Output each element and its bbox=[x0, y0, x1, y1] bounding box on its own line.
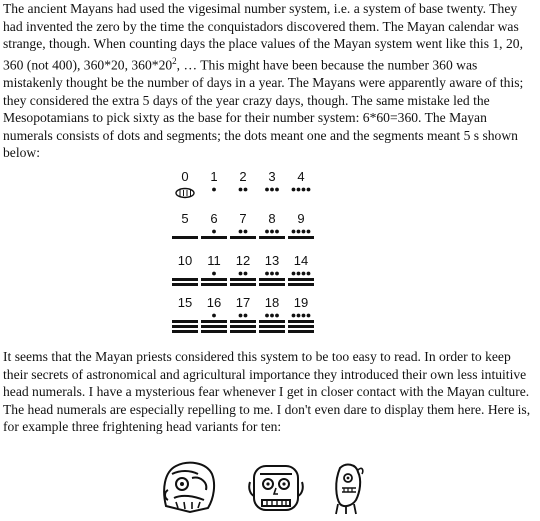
dot-one bbox=[275, 188, 279, 192]
mayan-numeral bbox=[199, 212, 229, 256]
dot-one bbox=[275, 272, 279, 276]
intro-text-b: , … This might have been because the number 360 was mistakenly thought be the number of days in a year. The Mayans were apparently aware of this; they considered the extra 5 days of the year crazy days, though. The same mistake led the Mesopotamians to pick sixty as the base for their number system: 6*60=360. The Mayan numerals consists of dots and segments; the dots meant one and the segments meant 5 s shown below: bbox=[3, 57, 524, 161]
numeral-glyph bbox=[257, 186, 287, 212]
dot-one bbox=[239, 314, 243, 318]
dot-one bbox=[244, 188, 248, 192]
dot-one bbox=[302, 230, 306, 234]
bar-five bbox=[201, 236, 227, 239]
bar-five bbox=[172, 325, 198, 328]
dot-one bbox=[212, 230, 216, 234]
dot-one bbox=[297, 272, 301, 276]
bar-five bbox=[259, 236, 285, 239]
bar-five bbox=[259, 283, 285, 286]
numeral-label: 9 bbox=[297, 211, 305, 226]
shell-zero-icon bbox=[170, 186, 200, 212]
mayan-numeral bbox=[286, 170, 316, 214]
dot-one bbox=[265, 314, 269, 318]
numeral-label: 7 bbox=[239, 211, 247, 226]
bar-five bbox=[230, 283, 256, 286]
dot-one bbox=[275, 314, 279, 318]
dot-one bbox=[212, 272, 216, 276]
bar-five bbox=[288, 283, 314, 286]
dot-one bbox=[244, 230, 248, 234]
mayan-numeral bbox=[199, 296, 229, 340]
mayan-numeral bbox=[228, 296, 258, 340]
numeral-glyph bbox=[286, 186, 316, 212]
dot-one bbox=[307, 314, 311, 318]
dot-one bbox=[270, 230, 274, 234]
dot-one bbox=[270, 314, 274, 318]
numeral-label: 5 bbox=[181, 211, 189, 226]
head-numerals-paragraph: It seems that the Mayan priests considered this system to be too easy to read. In order to keep their secrets of astronomical and agricultural importance they introduced their own less intuitive head numerals. I have a mysterious fear whenever I get in closer contact with the Mayan culture. The head numerals are especially repelling to me. I don't even dare to display them here. Here is, for example three frightening head variants for ten: bbox=[3, 349, 531, 435]
numeral-label: 16 bbox=[206, 295, 222, 310]
mayan-numeral bbox=[257, 212, 287, 256]
numeral-label: 4 bbox=[297, 169, 305, 184]
dot-one bbox=[292, 188, 296, 192]
mayan-numeral bbox=[286, 212, 316, 256]
bar-five bbox=[259, 320, 285, 323]
numeral-glyph bbox=[199, 228, 229, 254]
mayan-numeral bbox=[199, 254, 229, 298]
bar-five bbox=[172, 278, 198, 281]
mayan-numeral bbox=[257, 254, 287, 298]
numeral-glyph bbox=[257, 228, 287, 254]
numeral-label: 13 bbox=[264, 253, 280, 268]
dot-one bbox=[297, 314, 301, 318]
mayan-numeral bbox=[228, 254, 258, 298]
bar-five bbox=[172, 330, 198, 333]
head-variant-ten-1-icon bbox=[160, 460, 218, 516]
numeral-glyph bbox=[199, 312, 229, 338]
bar-five bbox=[288, 278, 314, 281]
bar-five bbox=[201, 283, 227, 286]
dot-one bbox=[297, 188, 301, 192]
dot-one bbox=[265, 188, 269, 192]
numeral-label: 2 bbox=[239, 169, 247, 184]
numeral-glyph bbox=[228, 228, 258, 254]
dot-one bbox=[307, 230, 311, 234]
dot-one bbox=[239, 188, 243, 192]
bar-five bbox=[172, 320, 198, 323]
dot-one bbox=[292, 230, 296, 234]
dot-one bbox=[244, 272, 248, 276]
dot-one bbox=[297, 230, 301, 234]
dot-one bbox=[275, 230, 279, 234]
intro-paragraph: The ancient Mayans had used the vigesimal number system, i.e. a system of base twenty. They had invented the zero by the time the conquistadors discovered them. The Mayan calendar was strange, though. When counting days the place values of the Mayan system went like this 1, 20, 360 (not 400), 360*20, $360*20^2$, … This might have been because the number 360 was mistakenly thought be the number of days in a year. The Mayans were apparently aware of this; they considered the extra 5 days of the year crazy days, though. The same mistake led the Mesopotamians to pick sixty as the base for their number system: 6*60=360. The Mayan numerals consists of dots and segments; the dots meant one and the segments meant 5 s shown below: bbox=[3, 1, 524, 161]
bar-five bbox=[230, 330, 256, 333]
dot-one bbox=[212, 314, 216, 318]
bar-five bbox=[230, 236, 256, 239]
dot-one bbox=[292, 314, 296, 318]
mayan-numeral bbox=[170, 212, 200, 256]
dot-one bbox=[302, 272, 306, 276]
dot-one bbox=[292, 272, 296, 276]
numeral-label: 8 bbox=[268, 211, 276, 226]
numeral-label: 17 bbox=[235, 295, 251, 310]
dot-one bbox=[239, 230, 243, 234]
mayan-numeral bbox=[170, 296, 200, 340]
numeral-glyph bbox=[170, 228, 200, 254]
numeral-label: 6 bbox=[210, 211, 218, 226]
head-variant-ten-3-icon bbox=[330, 462, 366, 516]
bar-five bbox=[259, 325, 285, 328]
dot-one bbox=[270, 272, 274, 276]
mayan-numeral bbox=[257, 170, 287, 214]
bar-five bbox=[288, 320, 314, 323]
bar-five bbox=[230, 325, 256, 328]
dot-one bbox=[307, 188, 311, 192]
dot-one bbox=[239, 272, 243, 276]
numeral-glyph bbox=[199, 186, 229, 212]
dot-one bbox=[265, 272, 269, 276]
mayan-numeral bbox=[228, 170, 258, 214]
bar-five bbox=[259, 330, 285, 333]
numeral-glyph bbox=[286, 228, 316, 254]
bar-five bbox=[201, 325, 227, 328]
dot-one bbox=[307, 272, 311, 276]
mayan-numeral bbox=[286, 254, 316, 298]
bar-five bbox=[288, 325, 314, 328]
numeral-glyph bbox=[257, 312, 287, 338]
bar-five bbox=[288, 330, 314, 333]
numeral-label: 11 bbox=[207, 253, 221, 268]
bar-five bbox=[230, 320, 256, 323]
numeral-label: 19 bbox=[293, 295, 309, 310]
numeral-glyph bbox=[286, 270, 316, 296]
numeral-label: 0 bbox=[181, 169, 189, 184]
dot-one bbox=[302, 314, 306, 318]
numeral-glyph bbox=[228, 312, 258, 338]
numeral-glyph bbox=[228, 270, 258, 296]
dot-one bbox=[265, 230, 269, 234]
numeral-glyph bbox=[170, 270, 200, 296]
numeral-label: 3 bbox=[268, 169, 276, 184]
dot-one bbox=[270, 188, 274, 192]
numeral-label: 18 bbox=[264, 295, 280, 310]
bar-five bbox=[288, 236, 314, 239]
mayan-numeral bbox=[170, 170, 200, 214]
numeral-glyph bbox=[199, 270, 229, 296]
bar-five bbox=[259, 278, 285, 281]
bar-five bbox=[201, 278, 227, 281]
bar-five bbox=[230, 278, 256, 281]
mayan-numeral bbox=[257, 296, 287, 340]
mayan-numeral bbox=[170, 254, 200, 298]
dot-one bbox=[302, 188, 306, 192]
dot-one bbox=[244, 314, 248, 318]
bar-five bbox=[201, 320, 227, 323]
bar-five bbox=[172, 236, 198, 239]
numeral-label: 15 bbox=[177, 295, 193, 310]
mayan-numeral bbox=[286, 296, 316, 340]
numeral-glyph bbox=[170, 312, 200, 338]
mayan-numeral bbox=[228, 212, 258, 256]
bar-five bbox=[172, 283, 198, 286]
numeral-label: 14 bbox=[293, 253, 309, 268]
numeral-glyph bbox=[228, 186, 258, 212]
numeral-label: 12 bbox=[235, 253, 251, 268]
numeral-label: 10 bbox=[177, 253, 193, 268]
mayan-numeral bbox=[199, 170, 229, 214]
head-variant-ten-2-icon bbox=[248, 462, 304, 516]
numeral-glyph bbox=[257, 270, 287, 296]
numeral-label: 1 bbox=[210, 169, 218, 184]
intro-text-a: The ancient Mayans had used the vigesimal number system, i.e. a system of base twenty. They had invented the zero by the time the conquistadors discovered them. The Mayan calendar was strange, though. When counting days the place values of the Mayan system went like this 1, 20, 360 (not 400), 360*20, 360*20 bbox=[3, 1, 523, 73]
numeral-glyph bbox=[286, 312, 316, 338]
bar-five bbox=[201, 330, 227, 333]
dot-one bbox=[212, 188, 216, 192]
